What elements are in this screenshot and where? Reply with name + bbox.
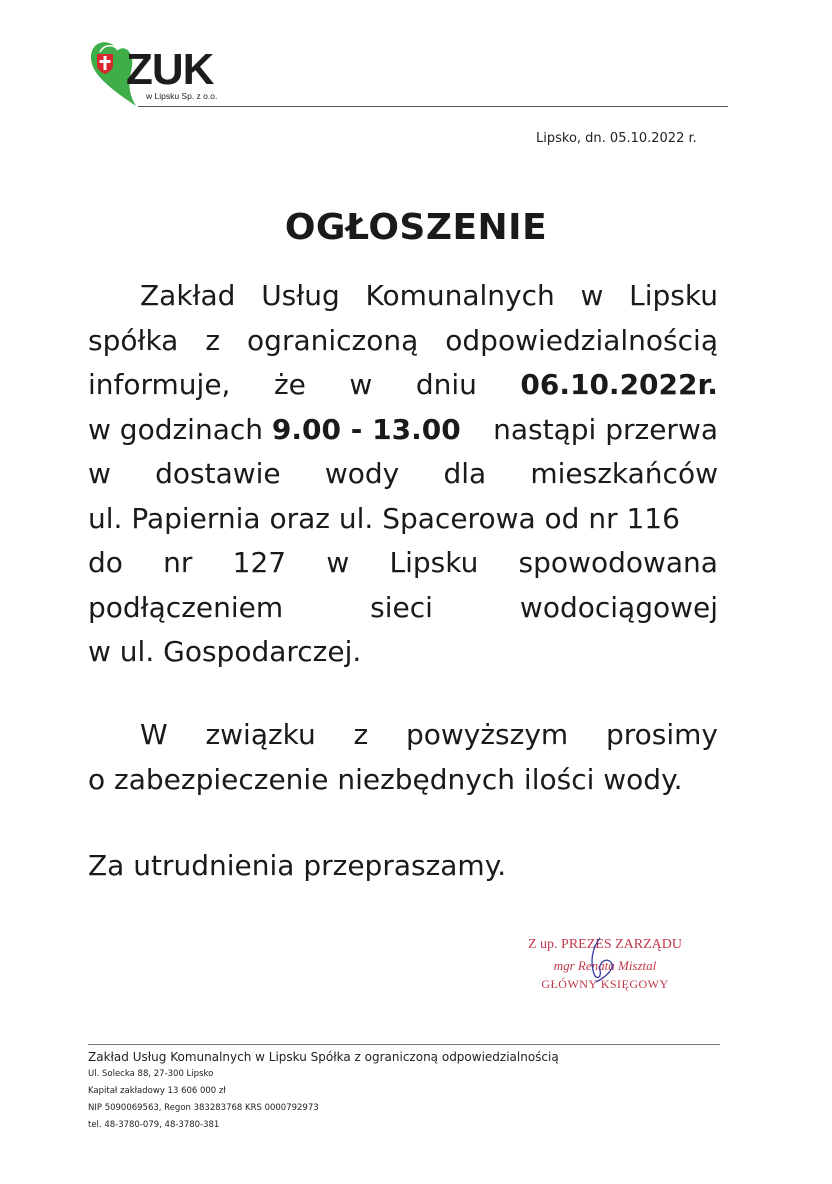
text-line: w dostawie wody dla mieszkańców xyxy=(88,457,718,490)
signature-authority: Z up. PREZES ZARZĄDU xyxy=(528,937,682,952)
signature-stamp xyxy=(500,934,710,992)
text-line: o zabezpieczenie niezbędnych ilości wody. xyxy=(88,762,683,796)
header-divider xyxy=(138,106,728,107)
footer-divider xyxy=(88,1044,720,1045)
text-line: Za utrudnienia przepraszamy. xyxy=(88,849,507,882)
footer xyxy=(88,1048,728,1134)
signature-person: mgr Renata Misztal xyxy=(553,958,657,973)
footer-registration: NIP 5090069563, Regon 383283768 KRS 0000792973 xyxy=(88,1103,319,1113)
text-line: do nr 127 w Lipsku spowodowana xyxy=(88,546,718,579)
text-line: w godzinach 9.00 - 13.00 nastąpi przerwa xyxy=(88,412,718,446)
document-title: OGŁOSZENIE xyxy=(284,207,548,248)
logo-title: ZUK xyxy=(126,45,214,94)
footer-company: Zakład Usług Komunalnych w Lipsku Spółka z ograniczoną odpowiedzialnością xyxy=(88,1050,559,1064)
text-line: W związku z powyższym prosimy xyxy=(140,718,718,751)
document-date: Lipsko, dn. 05.10.2022 r. xyxy=(536,131,697,146)
text-line: ul. Papiernia oraz ul. Spacerowa od nr 116 xyxy=(88,501,680,535)
handwritten-signature-icon xyxy=(578,934,618,994)
request-paragraph xyxy=(88,713,718,802)
logo-subtitle: w Lipsku Sp. z o.o. xyxy=(146,91,218,101)
footer-capital: Kapitał zakładowy 13 606 000 zł xyxy=(88,1086,226,1096)
text-line: Zakład Usług Komunalnych w Lipsku xyxy=(140,279,718,312)
signature-role: GŁÓWNY KSIĘGOWY xyxy=(541,977,669,991)
zuk-logo xyxy=(88,38,268,108)
text-line: spółka z ograniczoną odpowiedzialnością xyxy=(88,323,718,357)
announcement-paragraph xyxy=(88,274,718,675)
text-line: w ul. Gospodarczej. xyxy=(88,635,362,668)
text-line: informuje, że w dniu 06.10.2022r. xyxy=(88,363,718,408)
footer-address: Ul. Solecka 88, 27-300 Lipsko xyxy=(88,1069,214,1079)
text-line: podłączeniem sieci wodociągowej xyxy=(88,590,718,624)
outage-hours: 9.00 - 13.00 xyxy=(271,412,461,446)
footer-phone: tel. 48-3780-079, 48-3780-381 xyxy=(88,1120,220,1130)
letterhead xyxy=(88,38,728,110)
outage-date: 06.10.2022r. xyxy=(520,368,718,401)
apology-paragraph xyxy=(88,844,718,889)
